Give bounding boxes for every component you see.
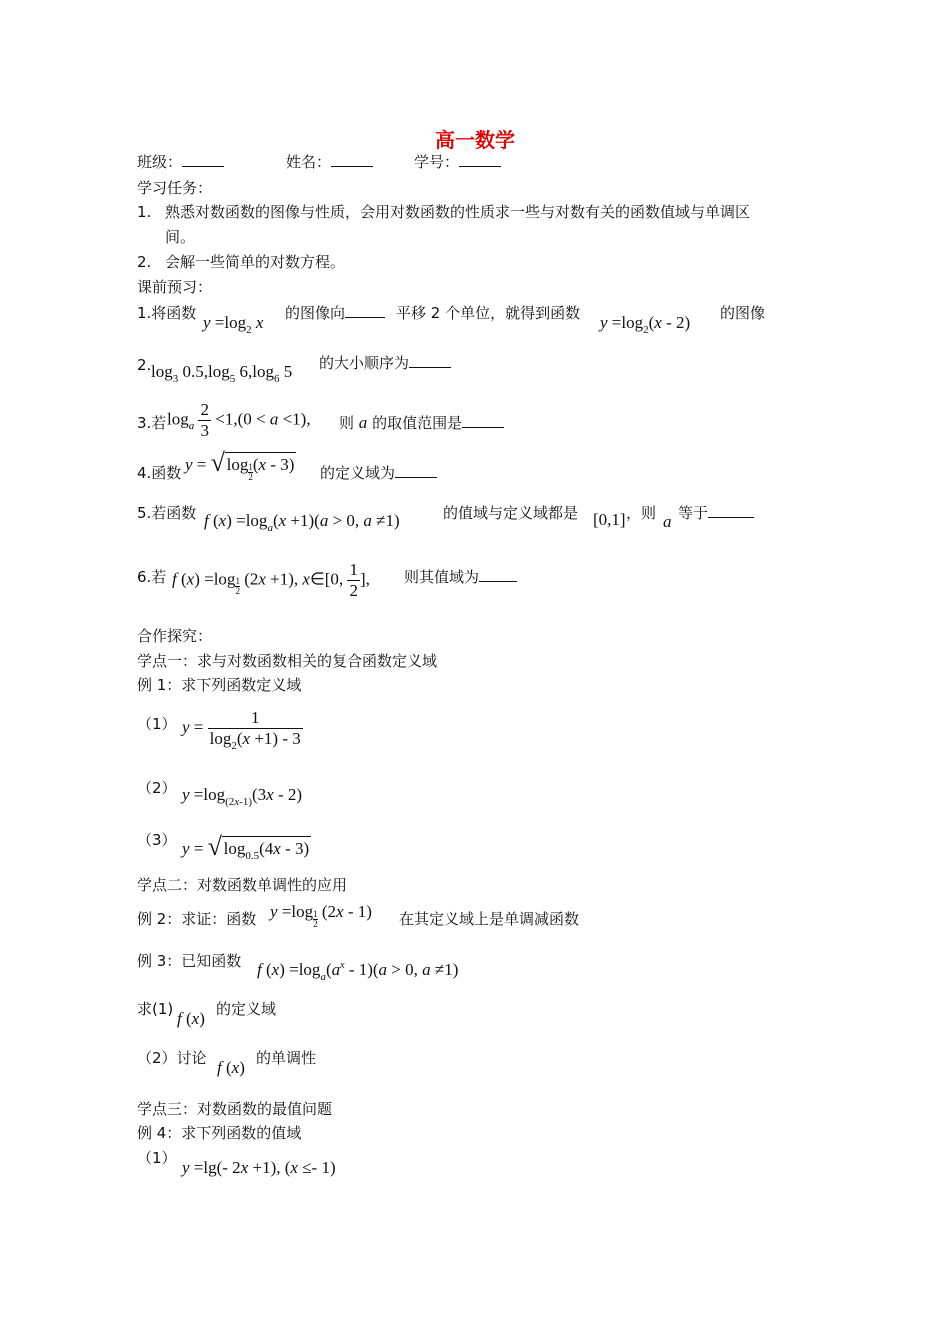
ex3-q2-pre: （2）讨论 bbox=[137, 1049, 207, 1067]
preview-q2-post: 的大小顺序为 bbox=[319, 353, 451, 373]
preview-q6-pre: 6.若 bbox=[137, 568, 167, 586]
preview-q1-post: 的图像 bbox=[720, 304, 766, 322]
id-row bbox=[414, 152, 501, 172]
q2-formula: $\log_3 0.5,\log_5$ $6,\log_6$ 5 bbox=[151, 362, 293, 385]
ex1-label-1: （1） bbox=[137, 715, 177, 733]
q5-formula: f $(x) =\log_a(x +1)(a > 0$, a ≠1) bbox=[204, 511, 400, 534]
preview-q5-mid: 的值域与定义域都是 bbox=[443, 504, 579, 522]
preview-q3-post: 则 a 的取值范围是 bbox=[339, 413, 504, 433]
id-label: 学号： bbox=[414, 153, 460, 171]
class-label: 班级： bbox=[137, 153, 183, 171]
point-2-heading: 学点二：对数函数单调性的应用 bbox=[137, 876, 348, 894]
example-2-post: 在其定义域上是单调减函数 bbox=[399, 910, 580, 928]
preview-q5-pre: 5.若函数 bbox=[137, 504, 197, 522]
ex1-label-3: （3） bbox=[137, 831, 177, 849]
q1-formula-1: $y =\log_2$ x bbox=[203, 313, 264, 336]
q2-blank[interactable] bbox=[409, 353, 451, 368]
task-item-2: 2. 会解一些简单的对数方程。 bbox=[137, 253, 346, 271]
ex3-q1-formula: f (x) bbox=[177, 1009, 205, 1028]
ex3-q2-post: 的单调性 bbox=[256, 1049, 317, 1067]
preview-q1-mid: 的图像向 bbox=[285, 303, 385, 323]
q6-formula: f (x) =log $\frac{1}{2}$ (2x +1), x∈[0, $\frac{1}{2}$ ], bbox=[172, 560, 370, 600]
ex3-q1-post: 的定义域 bbox=[216, 1000, 277, 1018]
preview-q1-mid2: 平移 2 个单位，就得到函数 bbox=[396, 304, 581, 322]
preview-q2-pre: 2. bbox=[137, 356, 152, 374]
q5-blank[interactable] bbox=[708, 503, 754, 518]
preview-q1-pre: 1.将函数 bbox=[137, 304, 197, 322]
tasks-heading: 学习任务： bbox=[137, 179, 213, 197]
task-item-1: 1. 熟悉对数函数的图像与性质，会用对数函数的性质求一些与对数有关的函数值域与单调区 bbox=[137, 203, 751, 221]
id-blank[interactable] bbox=[459, 152, 501, 167]
name-label: 姓名： bbox=[286, 153, 332, 171]
example-4-heading: 例 4：求下列函数的值域 bbox=[137, 1124, 302, 1142]
ex1-formula-1: y = $\frac{1}{\log_2(x +1) - 3}$ bbox=[182, 708, 301, 752]
ex3-formula: f $(x) =\log_a(a^x - 1)(a > 0$, a ≠1) bbox=[257, 960, 459, 983]
class-blank[interactable] bbox=[182, 152, 224, 167]
example-1-heading: 例 1：求下列函数定义域 bbox=[137, 676, 302, 694]
q5-interval: [0,1] bbox=[593, 510, 626, 529]
ex3-q1-pre: 求(1) bbox=[137, 1000, 174, 1018]
q3-formula: $\log_a$ $\frac{2}{3}$ <1,(0 < a <1), bbox=[167, 400, 311, 440]
explore-heading: 合作探究： bbox=[137, 627, 213, 645]
ex1-label-2: （2） bbox=[137, 779, 177, 797]
point-3-heading: 学点三：对数函数的最值问题 bbox=[137, 1100, 333, 1118]
name-blank[interactable] bbox=[331, 152, 373, 167]
preview-q5-mid2: ，则 bbox=[626, 504, 657, 522]
q6-blank[interactable] bbox=[479, 567, 517, 582]
example-3-pre: 例 3：已知函数 bbox=[137, 952, 242, 970]
preview-q4-pre: 4.函数 bbox=[137, 464, 182, 482]
preview-q5-post: 等于 bbox=[678, 503, 754, 523]
ex4-label-1: （1） bbox=[137, 1149, 177, 1167]
q4-blank[interactable] bbox=[395, 463, 437, 478]
q4-formula: y = √ log $\frac{1}{2}$ (x - 3) bbox=[185, 448, 295, 482]
q1-formula-2: $y =\log_2(x - 2)$ bbox=[600, 313, 691, 336]
task-item-1-cont: 间。 bbox=[165, 228, 196, 246]
q3-blank[interactable] bbox=[462, 413, 504, 428]
ex1-formula-3: y = √ $\log_{0.5}(4x - 3)$ bbox=[182, 832, 310, 862]
preview-q4-post: 的定义域为 bbox=[320, 463, 437, 483]
page-title: 高一数学 bbox=[435, 128, 515, 152]
point-1-heading: 学点一：求与对数函数相关的复合函数定义域 bbox=[137, 652, 438, 670]
ex4-formula-1: y =lg(- 2x +1), (x ≤- 1) bbox=[182, 1158, 336, 1177]
preview-q3-pre: 3.若 bbox=[137, 414, 167, 432]
example-2-pre: 例 2：求证：函数 bbox=[137, 910, 257, 928]
ex2-formula: y =log $\frac{1}{2}$ (2x - 1) bbox=[270, 902, 372, 929]
preview-q6-post: 则其值域为 bbox=[404, 567, 517, 587]
ex1-formula-2: $y =\log_{(2x-1)}(3x - 2)$ bbox=[182, 785, 303, 808]
preview-heading: 课前预习： bbox=[137, 278, 213, 296]
ex3-q2-formula: f (x) bbox=[217, 1058, 245, 1077]
name-row bbox=[286, 152, 373, 172]
q1-blank[interactable] bbox=[345, 303, 385, 318]
q5-var-a: a bbox=[663, 512, 672, 531]
header-row bbox=[137, 152, 224, 172]
